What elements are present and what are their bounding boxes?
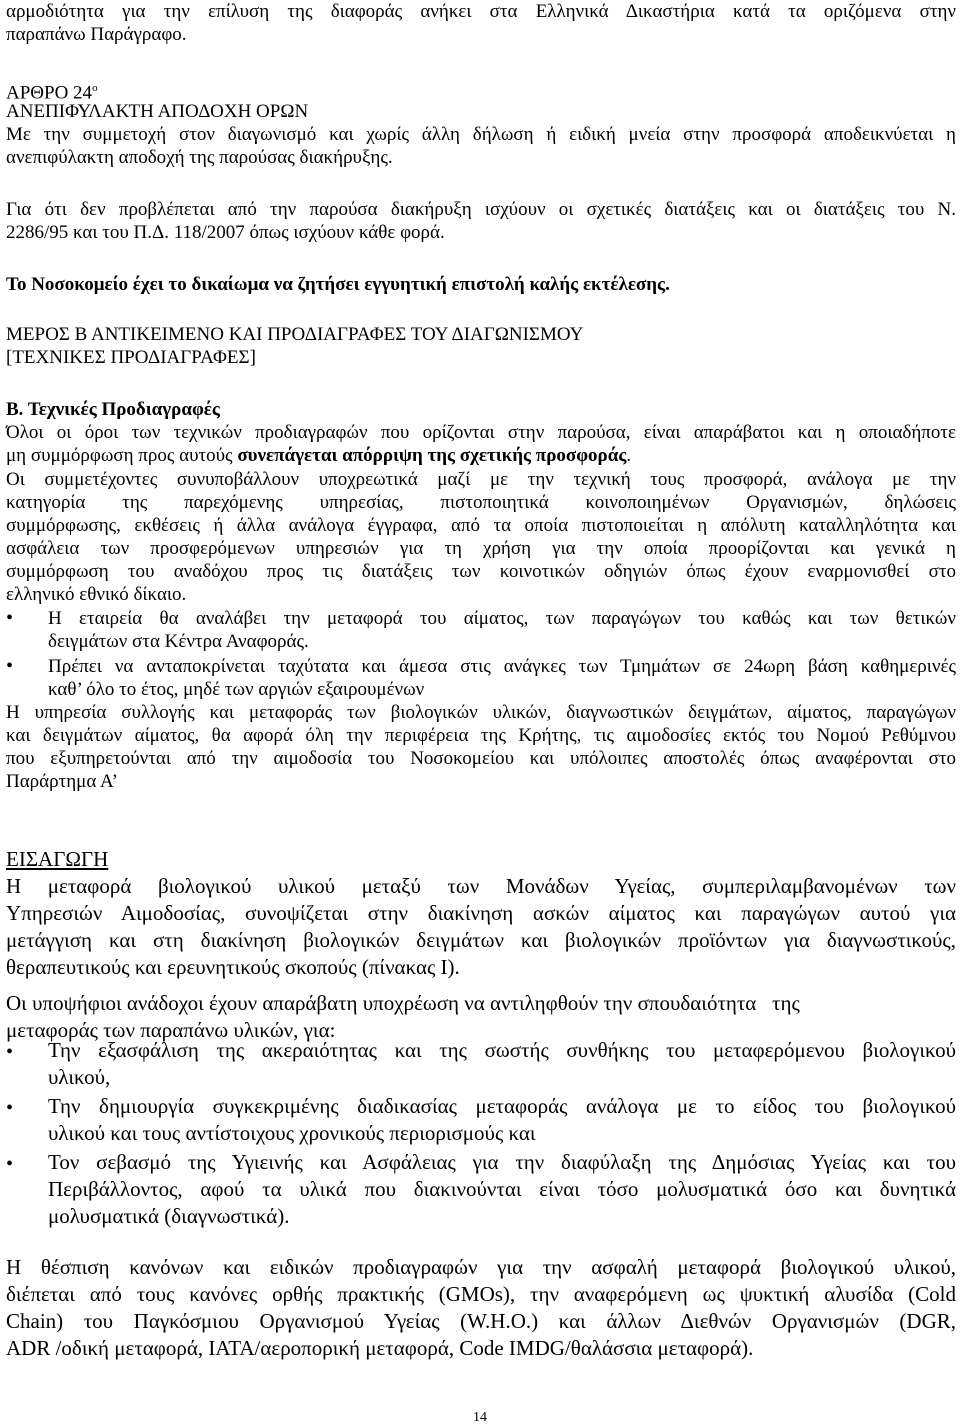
tech-line: συμμόρφωση του αναδόχου προς τις διατάξεις των κοινοτικών οδηγιών όπως έχουν εναρμονισθεί στο <box>6 561 956 582</box>
terms-line-1: Όλοι οι όροι των τεχνικών προδιαγραφών που ορίζονται στην παρούσα, είναι απαράβατοι και η οποιαδήποτε <box>6 422 956 443</box>
page-number: 14 <box>473 1410 487 1425</box>
intro-line-2: παραπάνω Παράγραφο. <box>6 24 187 45</box>
bullet-line-2: καθ’ όλο το έτος, μηδέ των αργιών εξαιρουμένων <box>48 679 425 700</box>
provisions-paragraph <box>6 198 956 244</box>
introduction-paragraph-2 <box>6 990 956 1044</box>
bullet-icon: • <box>6 1097 14 1119</box>
introduction-paragraph-3 <box>6 1254 956 1362</box>
article-title-ordinal: ο <box>92 82 98 94</box>
intro-paragraph <box>6 0 956 46</box>
bullet-line-2: δειγμάτων στα Κέντρα Αναφοράς. <box>48 631 309 652</box>
bullet-icon: • <box>6 607 14 629</box>
intro-para-line: Η μεταφορά βιολογικού υλικού μεταξύ των Μονάδων Υγείας, συμπεριλαμβανομένων των <box>6 874 956 898</box>
intro-para2-line-1: Οι υποψήφιοι ανάδοχοι έχουν απαράβατη υποχρέωση να αντιληφθούν την σπουδαιότητα της <box>6 991 800 1015</box>
tech-line: συμμόρφωσης, εκθέσεις ή άλλα ανάλογα έγγραφα, από τα οποία πιστοποιείται η απόλυτη καταλληλότητα και <box>6 515 956 536</box>
article-title: ΑΡΘΡΟ 24 <box>6 82 93 104</box>
bullet-line-2: υλικού, <box>48 1065 111 1089</box>
service-line: που εξυπηρετούνται από την αιμοδοσία του Νοσοκομείου και υπόλοιπες αποστολές όπως αναφέρονται στο <box>6 748 956 769</box>
intro-line-1: αρμοδιότητα για την επίλυση της διαφοράς ανήκει στα Ελληνικά Δικαστήρια κατά τα οριζόμενα στην <box>6 1 956 22</box>
intro-para-line: Υπηρεσιών Αιμοδοσίας, συνοψίζεται στην διακίνηση ασκών αίματος και παραγώγων αυτού για <box>6 901 956 925</box>
intro-para3-line: ADR /οδική μεταφορά, IATA/αεροπορική μεταφορά, Code IMDG/θαλάσσια μεταφορά). <box>6 1336 754 1360</box>
technical-offer-paragraph <box>6 468 956 606</box>
service-line: και δειγμάτων αίματος, θα αφορά όλη την περιφέρεια της Κρήτης, τις αιμοδοσίες εκτός του Νομού Ρεθύμνου <box>6 725 956 746</box>
bullet-line-2: υλικού και τους αντίστοιχους χρονικούς περιορισμούς και <box>48 1121 536 1145</box>
tech-line: ελληνικό εθνικό δίκαιο. <box>6 584 187 605</box>
terms-line-2-text: μη συμμόρφωση προς αυτούς <box>6 445 238 466</box>
bullet-icon: • <box>6 1153 14 1175</box>
terms-line-2-end: . <box>626 445 632 466</box>
introduction-heading: ΕΙΣΑΓΩΓΗ <box>6 847 109 871</box>
bullet-line-1: Τον σεβασμό της Υγιεινής και Ασφάλειας για την διαφύλαξη της Δημόσιας Υγείας και του <box>48 1150 956 1174</box>
guarantee-statement: Το Νοσοκομείο έχει το δικαίωμα να ζητήσει εγγυητική επιστολή καλής εκτέλεσης. <box>6 274 670 295</box>
acceptance-line-1: Με την συμμετοχή στον διαγωνισμό και χωρίς άλλη δήλωση ή ειδική μνεία στην προσφορά αποδεικνύεται η <box>6 124 956 145</box>
terms-paragraph <box>6 421 956 467</box>
rejection-notice: συνεπάγεται απόρριψη της σχετικής προσφοράς <box>237 445 627 466</box>
terms-line-2 <box>6 444 956 467</box>
bullet-line-1: Η εταιρεία θα αναλάβει την μεταφορά του αίματος, των παραγώγων του καθώς και των θετικών <box>48 608 956 629</box>
article-24-subtitle: ΑΝΕΠΙΦΥΛΑΚΤΗ ΑΠΟΔΟΧΗ ΟΡΩΝ <box>6 101 309 122</box>
tech-line: κατηγορία της παρεχόμενης υπηρεσίας, πιστοποιητικά κοινοποιημένων Οργανισμών, δηλώσεις <box>6 492 956 513</box>
intro-para2-line-2: μεταφοράς των παραπάνω υλικών, για: <box>6 1018 336 1042</box>
technical-specs-title: Β. Τεχνικές Προδιαγραφές <box>6 399 220 420</box>
intro-para-line: μετάγγιση και στη διακίνηση βιολογικών δειγμάτων και βιολογικών προϊόντων για διαγνωστικούς, <box>6 928 956 952</box>
intro-para3-line: διέπεται από τους κανόνες ορθής πρακτικής (GMOs), την αναφερόμενη ως ψυκτική αλυσίδα (Cold <box>6 1282 956 1306</box>
part-b-heading-line-2: [ΤΕΧΝΙΚΕΣ ΠΡΟΔΙΑΓΡΑΦΕΣ] <box>6 347 256 368</box>
provisions-line-2: 2286/95 και του Π.Δ. 118/2007 όπως ισχύουν κάθε φορά. <box>6 222 445 243</box>
bullet-icon: • <box>6 1041 14 1063</box>
service-paragraph <box>6 701 956 793</box>
bullet-line-1: Την εξασφάλιση της ακεραιότητας και της σωστής συνθήκης του μεταφερόμενου βιολογικού <box>48 1038 956 1062</box>
bullet-line-2: Περιβάλλοντος, αφού τα υλικά που διακινούνται είναι τόσο μολυσματικά όσο και δυνητικά <box>48 1177 956 1201</box>
provisions-line-1: Για ότι δεν προβλέπεται από την παρούσα διακήρυξη ισχύουν οι σχετικές διατάξεις και οι διατάξεις του Ν. <box>6 199 956 220</box>
intro-para3-line: Η θέσπιση κανόνων και ειδικών προδιαγραφών για την ασφαλή μεταφορά βιολογικού υλικού, <box>6 1255 956 1279</box>
acceptance-paragraph <box>6 123 956 169</box>
bullet-line-1: Πρέπει να ανταποκρίνεται ταχύτατα και άμεσα στις ανάγκες των Τμημάτων σε 24ωρη βάση καθημερινές <box>48 656 956 677</box>
service-line: Παράρτημα Α’ <box>6 771 118 792</box>
part-b-heading-line-1: ΜΕΡΟΣ Β ΑΝΤΙΚΕΙΜΕΝΟ ΚΑΙ ΠΡΟΔΙΑΓΡΑΦΕΣ ΤΟΥ ΔΙΑΓΩΝΙΣΜΟΥ <box>6 324 584 345</box>
bullet-line-3: μολυσματικά (διαγνωστικά). <box>48 1204 290 1228</box>
part-b-heading <box>6 323 956 369</box>
tech-line: Οι συμμετέχοντες συνυποβάλλουν υποχρεωτικά μαζί με την τεχνική τους προσφορά, ανάλογα με την <box>6 469 956 490</box>
intro-para-line: θεραπευτικούς και ερευνητικούς σκοπούς (πίνακας Ι). <box>6 955 460 979</box>
acceptance-line-2: ανεπιφύλακτη αποδοχή της παρούσας διακήρυξης. <box>6 147 393 168</box>
bullet-line-1: Την δημιουργία συγκεκριμένης διαδικασίας μεταφοράς ανάλογα με το είδος του βιολογικού <box>48 1094 956 1118</box>
bullet-icon: • <box>6 655 14 677</box>
tech-line: ασφάλεια των προσφερόμενων υπηρεσιών για τη χρήση για την οποία προορίζονται και γενικά η <box>6 538 956 559</box>
intro-para3-line: Chain) του Παγκόσμιου Οργανισμού Υγείας (W.H.O.) και άλλων Διεθνών Οργανισμών (DGR, <box>6 1309 956 1333</box>
introduction-paragraph-1 <box>6 873 956 981</box>
service-line: Η υπηρεσία συλλογής και μεταφοράς των βιολογικών υλικών, διαγνωστικών δειγμάτων, αίματος, παραγώγων <box>6 702 956 723</box>
